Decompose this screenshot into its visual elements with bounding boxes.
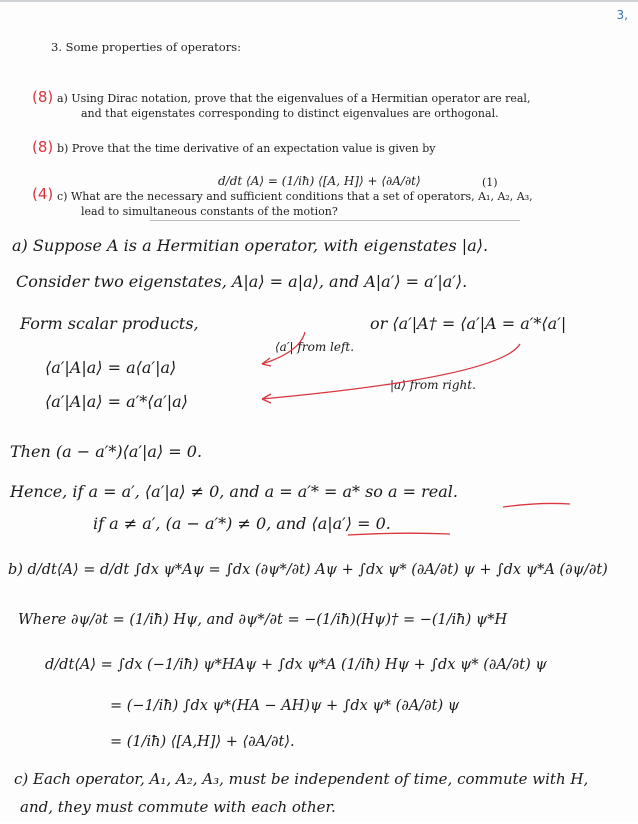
hand-b-line: = (−1/iħ) ∫dx ψ*(HA − AH)ψ + ∫dx ψ* (∂A/∂t) ψ bbox=[110, 698, 460, 714]
part-c-line1: c) What are the necessary and sufficient conditions that a set of operators, A₁, A₂, A₃, bbox=[57, 190, 533, 203]
hand-a-line: Then (a − a′*)⟨a′|a⟩ = 0. bbox=[10, 442, 203, 461]
hand-a-line: Form scalar products, bbox=[20, 314, 199, 333]
part-a-line2: and that eigenstates corresponding to distinct eigenvalues are orthogonal. bbox=[81, 107, 499, 120]
equation-number: (1) bbox=[482, 176, 498, 189]
red-annotation-marks bbox=[0, 2, 638, 824]
equation-1: d/dt ⟨A⟩ = (1/iħ) ⟨[A, H]⟩ + ⟨∂A/∂t⟩ bbox=[218, 174, 421, 188]
hand-a-note: ⟨a′| from left. bbox=[275, 340, 355, 354]
hand-c-line: c) Each operator, A₁, A₂, A₃, must be independent of time, commute with H, bbox=[14, 770, 589, 788]
hand-a-line: if a ≠ a′, (a − a′*) ≠ 0, and ⟨a|a′⟩ = 0. bbox=[93, 514, 391, 533]
hand-b-line: b) d/dt⟨A⟩ = d/dt ∫dx ψ*Aψ = ∫dx (∂ψ*/∂t) Aψ + ∫dx ψ* (∂A/∂t) ψ + ∫dx ψ*A (∂ψ/∂t) bbox=[8, 562, 608, 578]
hand-b-line: d/dt⟨A⟩ = ∫dx (−1/iħ) ψ*HAψ + ∫dx ψ*A (1/iħ) Hψ + ∫dx ψ* (∂A/∂t) ψ bbox=[45, 657, 547, 673]
underline-orthogonal bbox=[348, 533, 450, 535]
part-a-line1: a) Using Dirac notation, prove that the eigenvalues of a Hermitian operator are real, bbox=[57, 92, 531, 105]
hand-a-note: |a⟩ from right. bbox=[390, 378, 476, 392]
part-b-line1: b) Prove that the time derivative of an expectation value is given by bbox=[57, 142, 436, 155]
grade-c: (4) bbox=[32, 185, 54, 203]
underline-real bbox=[503, 503, 570, 507]
part-c-line2: lead to simultaneous constants of the motion? bbox=[81, 205, 338, 218]
hand-b-line: Where ∂ψ/∂t = (1/iħ) Hψ, and ∂ψ*/∂t = −(1/iħ)(Hψ)† = −(1/iħ) ψ*H bbox=[18, 612, 508, 628]
hand-a-line: or ⟨a′|A† = ⟨a′|A = a′*⟨a′| bbox=[370, 314, 567, 333]
arrow-from-right bbox=[262, 344, 520, 399]
hand-a-line: ⟨a′|A|a⟩ = a⟨a′|a⟩ bbox=[45, 358, 177, 377]
hand-c-line: and, they must commute with each other. bbox=[20, 798, 336, 816]
hand-a-line: a) Suppose A is a Hermitian operator, with eigenstates |a⟩. bbox=[12, 236, 489, 255]
grade-a: (8) bbox=[32, 88, 54, 106]
grade-b: (8) bbox=[32, 138, 54, 156]
problem-title: 3. Some properties of operators: bbox=[51, 40, 242, 54]
hand-b-line: = (1/iħ) ⟨[A,H]⟩ + ⟨∂A/∂t⟩. bbox=[110, 734, 295, 750]
hand-a-line: Hence, if a = a′, ⟨a′|a⟩ ≠ 0, and a = a′* = a* so a = real. bbox=[10, 482, 458, 501]
hand-a-line: ⟨a′|A|a⟩ = a′*⟨a′|a⟩ bbox=[45, 392, 188, 411]
page-number: 3, bbox=[616, 8, 628, 22]
hand-a-line: Consider two eigenstates, A|a⟩ = a|a⟩, and A|a′⟩ = a′|a′⟩. bbox=[16, 272, 468, 291]
